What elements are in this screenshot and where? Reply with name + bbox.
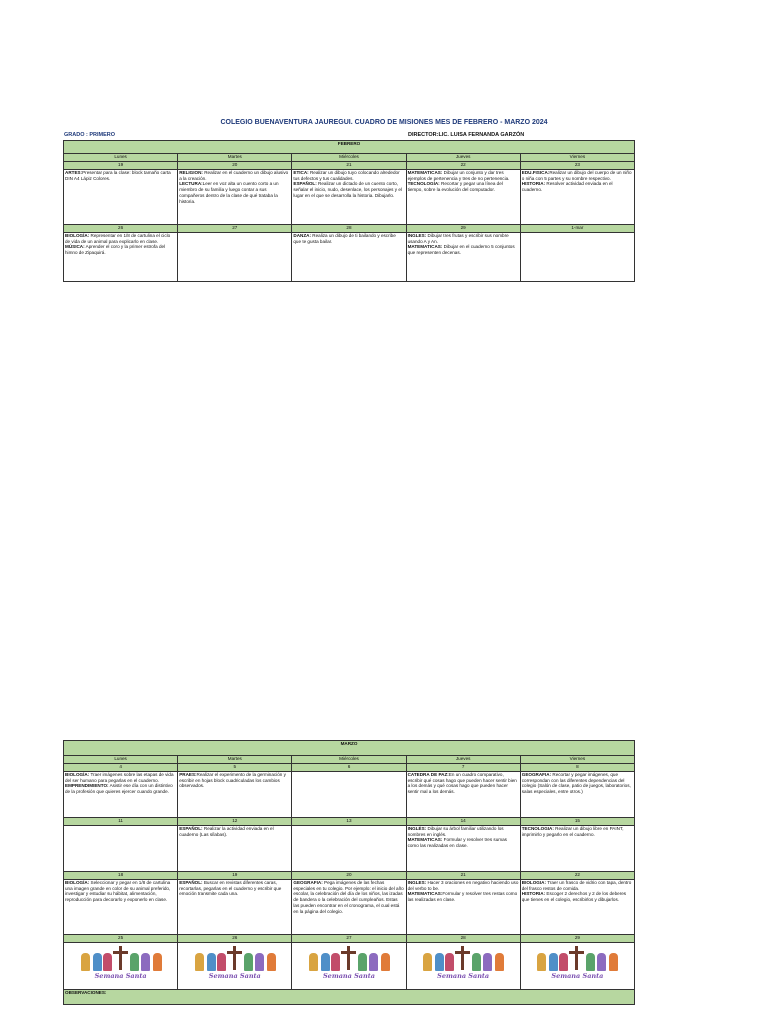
day-cell (292, 880, 406, 935)
date-number: 29 (406, 225, 520, 233)
subject-label: PRAES: (179, 772, 197, 777)
assignment-entry (408, 233, 519, 244)
semana-santa-image (303, 944, 395, 980)
date-number: 22 (520, 872, 634, 880)
date-number: 23 (520, 162, 634, 170)
figure-shape (267, 953, 276, 971)
day-cell (292, 170, 406, 225)
day-cell (64, 943, 178, 990)
figure-shape (207, 953, 216, 971)
subject-label: MATEMATICAS: (407, 891, 443, 897)
date-number: 1-mar (520, 225, 634, 233)
semana-santa-image (531, 944, 623, 980)
week-row (64, 880, 635, 935)
assignment-entry (179, 170, 290, 181)
assignment-text: Representar en 1/8 de cartulina el ciclo de vida de un animal para explicarlo en clase. (65, 233, 171, 244)
date-number: 13 (292, 818, 406, 826)
weekday-header-row (64, 154, 635, 162)
assignment-entry (522, 772, 633, 795)
subject-label: CATEDRA DE PAZ: (407, 772, 449, 777)
day-cell (292, 943, 406, 990)
assignment-text: Realizar un dibujo tuyo colocando alrededor tus defectos y tus cualidades. (293, 170, 400, 181)
weekday-label: Martes (178, 154, 292, 162)
day-cell (178, 880, 292, 935)
assignment-text: Dibujar su árbol familiar utilizando los nombres en inglés. (407, 826, 504, 837)
subject-label: TECNOLOGÍA: (407, 181, 440, 187)
subject-label: BIOLOGÍA: (65, 880, 90, 885)
date-number: 8 (520, 764, 634, 772)
date-number: 4 (64, 764, 178, 772)
date-number: 14 (406, 818, 520, 826)
cross-icon (227, 951, 242, 954)
day-cell (178, 233, 292, 282)
subject-label: INGLES: (407, 233, 427, 238)
figure-shape (597, 953, 606, 971)
assignment-text: Traer imágenes sobre las etapas de vida del ser humano para pegarlas en el cuaderno. (65, 772, 174, 783)
semana-santa-label: Semana Santa (322, 971, 375, 980)
subject-label: BIOLOGIA: (521, 880, 546, 885)
cross-icon (569, 951, 584, 954)
figure-shape (103, 953, 112, 971)
assignment-entry (408, 826, 519, 837)
director-label: DIRECTOR:LIC. LUISA FERNANDA GARZÓN (408, 132, 525, 138)
assignment-text: Formular y resolver tres sumas como las realizadas en clase. (407, 837, 507, 849)
subject-label: EMPRENDIMIENTO: (65, 783, 109, 789)
date-number: 26 (64, 225, 178, 233)
day-cell (64, 772, 178, 818)
date-number: 27 (292, 935, 406, 943)
day-cell (178, 170, 292, 225)
subject-label: TECNOLOGIA: (521, 826, 554, 831)
date-row (64, 818, 635, 826)
marzo-table (63, 740, 635, 1005)
assignment-entry (65, 783, 176, 794)
weekday-label: Miércoles (292, 154, 406, 162)
figure-shape (381, 953, 390, 971)
figure-shape (93, 953, 102, 971)
weekday-label: Martes (178, 756, 292, 764)
assignment-text: Escoger 2 derechos y 2 de los deberes que tienes en el colegio, escribirlos y dibujarlos. (521, 891, 627, 903)
assignment-entry (293, 170, 404, 181)
subject-label: BIOLOGÍA: (65, 233, 90, 238)
week-row (64, 170, 635, 225)
subject-label: HISTORIA: (521, 891, 546, 897)
assignment-entry (179, 181, 290, 204)
day-cell (520, 233, 634, 282)
assignment-text: Realizar la actividad enviada en el cuaderno (Las sílabas). (179, 826, 274, 837)
assignment-entry (179, 826, 290, 837)
assignment-entry (408, 772, 519, 795)
date-number: 21 (292, 162, 406, 170)
assignment-text: Buscar en revistas diferentes caras, recortarlas, pegarlas en el cuaderno y escribir que emoción transmite cada una. (179, 880, 282, 897)
subject-label: MATEMATICAS: (407, 244, 443, 250)
semana-santa-image (189, 944, 281, 980)
week-row (64, 943, 635, 990)
assignment-text: En un cuadro comparativo, escribir qué cosas hago que pueden hacer sentir bien a los demás y qué cosas hago que pueden hacer sentir mal a los demás. (407, 772, 517, 795)
assignment-entry (408, 837, 519, 848)
subject-label: BIOLOGÍA: (65, 772, 90, 777)
day-cell (520, 170, 634, 225)
cross-icon (341, 951, 356, 954)
assignment-text: Realizar un dictado de un cuento corto, señalar el inicio, nudo, desenlace, los personajes y el lugar en el que se desarrolla la historia. Dibujarlo. (293, 181, 402, 198)
weekday-label: Viernes (520, 154, 634, 162)
subject-label: MATEMATICAS: (407, 837, 443, 843)
semana-santa-label: Semana Santa (551, 971, 604, 980)
assignment-entry (65, 233, 176, 244)
observaciones-row (64, 990, 635, 1005)
date-number: 21 (406, 872, 520, 880)
cross-icon (113, 951, 128, 954)
date-number: 19 (64, 162, 178, 170)
date-row (64, 935, 635, 943)
assignment-entry (522, 880, 633, 891)
weekday-label: Lunes (64, 756, 178, 764)
date-number: 25 (64, 935, 178, 943)
assignment-text: Dibujar tres frutas y escribir sus nombre usando A y An. (407, 233, 509, 244)
day-cell (406, 233, 520, 282)
figure-shape (445, 953, 454, 971)
subject-label: HISTORIA: (521, 181, 546, 187)
assignment-text: Traer un frasco de vidrio con tapa, dentro del frasco restos de comida. (521, 880, 632, 891)
subject-label: LECTURA: (179, 181, 203, 187)
assignment-text: Presentar para la clase: block tamaño carta DIN A4 Lápiz Colores. (65, 170, 171, 181)
assignment-text: Seleccionar y pegar en 1/8 de cartulina una imagen grande en color de su animal preferido, investigar y estudiar su hábitat, alimentación, reproducción para decorarlo y exponerlo en clase. (65, 880, 171, 903)
assignment-entry (293, 880, 404, 914)
figure-shape (369, 953, 378, 971)
figure-shape (549, 953, 558, 971)
subject-label: ARTES: (65, 170, 83, 175)
figure-shape (217, 953, 226, 971)
day-cell (406, 880, 520, 935)
day-cell (178, 772, 292, 818)
subject-label: DANZA: (293, 233, 311, 238)
day-cell (292, 772, 406, 818)
subject-label: GEOGRAFIA: (521, 772, 552, 777)
assignment-text: Resolver actividad enviada en el cuaderno. (521, 181, 613, 193)
figure-shape (255, 953, 264, 971)
assignment-text: Asistir ese día con un distintivo de la profesión que quieres ejercer cuando grande. (65, 783, 173, 795)
week-row (64, 826, 635, 872)
date-row (64, 764, 635, 772)
document-title: COLEGIO BUENAVENTURA JAUREGUI. CUADRO DE MISIONES MES DE FEBRERO - MARZO 2024 (220, 119, 548, 126)
assignment-entry (522, 170, 633, 181)
subject-label: RELIGION: (179, 170, 203, 175)
subject-label: MATEMATICAS: (407, 170, 443, 175)
assignment-entry (408, 891, 519, 902)
weekday-label: Lunes (64, 154, 178, 162)
assignment-text: Realizar el experimento de la germinación y escribir en hojas block cuadriculadas los cambios observados. (179, 772, 286, 789)
day-cell (520, 772, 634, 818)
date-number: 20 (178, 162, 292, 170)
figure-shape (358, 953, 367, 971)
assignment-entry (65, 880, 176, 903)
semana-santa-label: Semana Santa (208, 971, 261, 980)
figure-shape (537, 953, 546, 971)
day-cell (64, 826, 178, 872)
figure-shape (153, 953, 162, 971)
cross-icon (119, 946, 122, 970)
assignment-text: Dibujar en el cuaderno 5 conjuntos que representen decenas. (407, 244, 515, 256)
assignment-entry (65, 244, 176, 255)
day-cell (178, 943, 292, 990)
assignment-entry (293, 233, 404, 244)
date-row (64, 225, 635, 233)
weekday-label: Jueves (406, 154, 520, 162)
date-number: 19 (178, 872, 292, 880)
assignment-text: Aprender el coro y la primer estrofa del himno de Zipaquirá. (65, 244, 166, 256)
assignment-entry (522, 826, 633, 837)
date-number: 15 (520, 818, 634, 826)
day-cell (520, 880, 634, 935)
figure-shape (141, 953, 150, 971)
day-cell (64, 170, 178, 225)
figure-shape (423, 953, 432, 971)
assignment-text: Pega imágenes de las fechas especiales en tu colegio. Por ejemplo: el inicio del año escolar, la celebración del día de los niños, las izadas de bandera o la celebración del cumpleaños. Estas las pueden encontrar en el cronograma, el cual está en la página del colegio. (293, 880, 404, 914)
semana-santa-image (417, 944, 509, 980)
cross-icon (575, 946, 578, 970)
assignment-entry (522, 181, 633, 192)
day-cell (292, 826, 406, 872)
date-number: 28 (292, 225, 406, 233)
semana-santa-label: Semana Santa (437, 971, 490, 980)
day-cell (406, 772, 520, 818)
month-title: FEBRERO (64, 141, 635, 154)
figure-shape (321, 953, 330, 971)
subject-label: ESPAÑOL: (179, 826, 203, 831)
date-number: 11 (64, 818, 178, 826)
assignment-text: Leer en voz alta un cuento corto a un miembro de su familia y luego contar a sus compañeros dentro de la clase de qué trataba la historia. (179, 181, 279, 204)
date-number: 22 (406, 162, 520, 170)
date-number: 18 (64, 872, 178, 880)
assignment-text: Formular y resolver tres restas como las realizadas en clase. (407, 891, 518, 903)
febrero-table (63, 140, 635, 282)
date-number: 5 (178, 764, 292, 772)
figure-shape (195, 953, 204, 971)
day-cell (520, 826, 634, 872)
subject-label: INGLÉS: (407, 826, 427, 831)
assignment-entry (65, 772, 176, 783)
assignment-entry (522, 891, 633, 902)
date-row (64, 872, 635, 880)
figure-shape (559, 953, 568, 971)
assignment-text: Realizar un dibujo del cuerpo de un niño o niña con 5 partes y su nombre respectivo. (521, 170, 632, 181)
day-cell (520, 943, 634, 990)
assignment-entry (179, 772, 290, 789)
subject-label: ESPAÑOL: (179, 880, 203, 885)
cross-icon (455, 951, 470, 954)
date-number: 6 (292, 764, 406, 772)
day-cell (406, 170, 520, 225)
date-number: 27 (178, 225, 292, 233)
assignment-text: Realiza un dibujo de ti bailando y escribe que te gusta bailar. (293, 233, 396, 244)
figure-shape (609, 953, 618, 971)
assignment-entry (408, 170, 519, 181)
subject-label: ETICA: (293, 170, 309, 175)
figure-shape (81, 953, 90, 971)
assignment-text: Recortar y pegar imágenes, que correspondan con las diferentes dependencias del colegio (Salón de clase, patio de juegos, laboratorios, salas especiales, entre otros.) (521, 772, 631, 795)
week-row (64, 233, 635, 282)
assignment-entry (408, 244, 519, 255)
figure-shape (495, 953, 504, 971)
assignment-entry (408, 880, 519, 891)
cross-icon (233, 946, 236, 970)
assignment-text: Realizar en el cuaderno un dibujo alusivo a la creación. (179, 170, 289, 181)
figure-shape (244, 953, 253, 971)
assignment-entry (408, 181, 519, 192)
weekday-label: Jueves (406, 756, 520, 764)
date-number: 29 (520, 935, 634, 943)
day-cell (406, 943, 520, 990)
date-number: 7 (406, 764, 520, 772)
day-cell (406, 826, 520, 872)
date-number: 12 (178, 818, 292, 826)
figure-shape (309, 953, 318, 971)
day-cell (64, 233, 178, 282)
assignment-entry (293, 181, 404, 198)
subject-label: EDU.FISICA: (521, 170, 550, 175)
assignment-text: Realizar un dibujo libre en PAINT, imprimirlo y pegarlo en el cuaderno. (521, 826, 624, 837)
day-cell (178, 826, 292, 872)
figure-shape (472, 953, 481, 971)
date-number: 20 (292, 872, 406, 880)
figure-shape (331, 953, 340, 971)
weekday-label: Miércoles (292, 756, 406, 764)
figure-shape (483, 953, 492, 971)
weekday-header-row (64, 756, 635, 764)
assignment-text: Dibujar un conjunto y dar tres ejemplos de pertenencia y tres de no pertenencia. (407, 170, 510, 181)
day-cell (292, 233, 406, 282)
date-number: 28 (406, 935, 520, 943)
cross-icon (347, 946, 350, 970)
assignment-entry (65, 170, 176, 181)
subject-label: INGLES: (407, 880, 427, 885)
figure-shape (130, 953, 139, 971)
subject-label: GEOGRAFIA: (293, 880, 323, 885)
figure-shape (435, 953, 444, 971)
assignment-entry (179, 880, 290, 897)
weekday-label: Viernes (520, 756, 634, 764)
date-number: 26 (178, 935, 292, 943)
assignment-text: Hacer 3 oraciones en negativo haciendo uso del verbo to be. (407, 880, 519, 891)
figure-shape (586, 953, 595, 971)
day-cell (64, 880, 178, 935)
grado-label: GRADO : PRIMERO (64, 132, 116, 138)
month-title: MARZO (64, 741, 635, 756)
subject-label: ESPAÑOL: (293, 181, 317, 187)
date-row (64, 162, 635, 170)
subject-label: MÚSICA: (65, 244, 85, 250)
semana-santa-image (75, 944, 167, 980)
observaciones-label: OBSERVACIONES: (64, 990, 635, 1005)
week-row (64, 772, 635, 818)
semana-santa-label: Semana Santa (94, 971, 147, 980)
cross-icon (461, 946, 464, 970)
assignment-text: Recortar y pegar una línea del tiempo, sobre la evolución del computador. (407, 181, 503, 193)
